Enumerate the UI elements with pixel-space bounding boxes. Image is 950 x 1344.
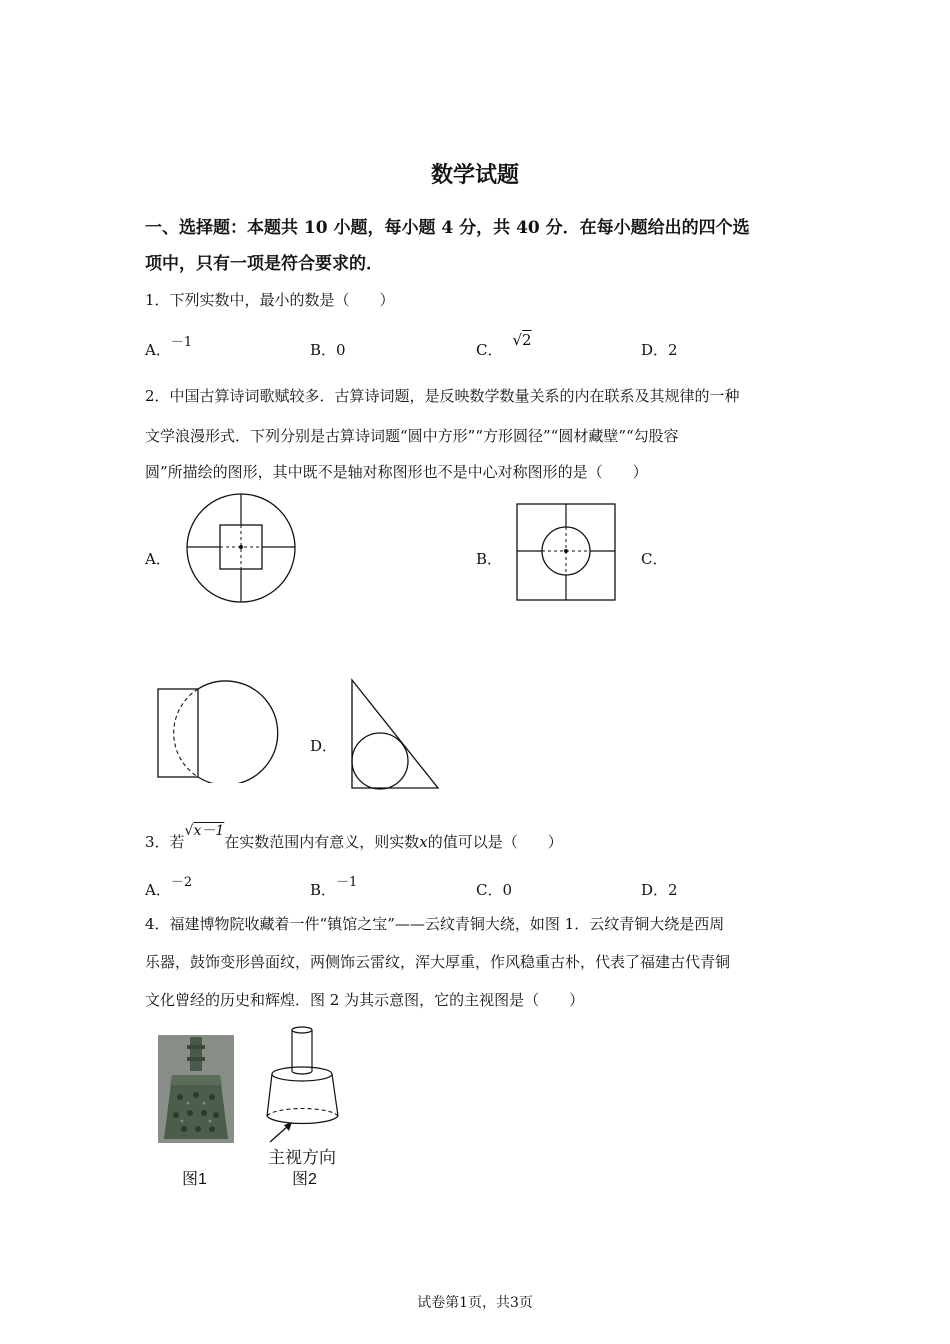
q3-var: x — [419, 833, 428, 851]
direction-label: 主视方向 — [268, 1148, 336, 1167]
q1-option-c[interactable] — [476, 331, 532, 360]
q2-option-c-label[interactable]: C． — [641, 550, 668, 568]
sqrt-icon: √2 — [512, 331, 532, 349]
q3-option-b[interactable] — [310, 875, 358, 900]
figure-square-with-circle — [515, 502, 619, 602]
q1-option-c-value: 2 — [522, 331, 532, 349]
q1-option-a-label: A． — [145, 341, 171, 359]
q2-option-d-label[interactable]: D． — [310, 737, 338, 755]
q3-option-b-value: －1 — [336, 875, 358, 890]
q3-option-a-label: A． — [145, 881, 171, 899]
figure-right-triangle-incircle — [350, 678, 442, 792]
q1-option-b-label: B． — [310, 341, 337, 359]
q3-option-c-value: 0 — [502, 881, 513, 899]
q3-prefix: 3．若 — [145, 833, 185, 851]
q1-option-b-value: 0 — [336, 341, 346, 359]
q1-stem: 1．下列实数中，最小的数是（ ） — [145, 291, 395, 309]
q1-option-a-value: －1 — [170, 335, 193, 350]
q3-radicand: x－1 — [193, 823, 225, 839]
page-title: 数学试题 — [430, 162, 519, 188]
q2-line2: 文学浪漫形式．下列分别是古算诗词题“圆中方形”“方形圆径”“圆材藏壁”“勾股容 — [145, 427, 679, 445]
q3-stem — [145, 823, 810, 859]
section-heading-line1: 一、选择题：本题共 10 小题，每小题 4 分，共 40 分．在每小题给出的四个选 — [145, 218, 750, 238]
q4-line3: 文化曾经的历史和辉煌．图 2 为其示意图，它的主视图是（ ） — [145, 991, 585, 1009]
q3-suffix: 在实数范围内有意义，则实数 — [224, 833, 420, 851]
q3-suffix2: 的值可以是（ ） — [427, 833, 563, 851]
page-footer: 试卷第1页，共3页 — [417, 1295, 533, 1311]
sqrt-icon: √x－1 — [184, 823, 225, 839]
q1-option-a[interactable] — [145, 335, 193, 360]
q1-option-d-value: 2 — [668, 341, 678, 359]
q3-option-d-label: D． — [641, 881, 669, 899]
q3-option-a[interactable] — [145, 875, 193, 900]
bell-schematic-diagram — [262, 1024, 352, 1149]
figure-circle-in-wall — [155, 678, 287, 783]
q1-option-d-label: D． — [641, 341, 669, 359]
q2-option-b-label[interactable]: B． — [476, 550, 503, 568]
q4-line1: 4．福建博物院收藏着一件“镇馆之宝”——云纹青铜大绕，如图 1．云纹青铜大绕是西周 — [145, 915, 725, 933]
q2-line3: 圆”所描绘的图形，其中既不是轴对称图形也不是中心对称图形的是（ ） — [145, 463, 648, 481]
q3-option-d[interactable] — [641, 879, 678, 900]
q1-option-b[interactable] — [310, 339, 346, 360]
bronze-bell-photo — [158, 1035, 234, 1143]
q2-option-a-label[interactable]: A． — [145, 550, 171, 568]
q2-line1: 2．中国古算诗词歌赋较多．古算诗词题，是反映数学数量关系的内在联系及其规律的一种 — [145, 387, 740, 405]
fig2-caption: 图2 — [292, 1171, 317, 1188]
q4-line2: 乐器，鼓饰变形兽面纹，两侧饰云雷纹，浑大厚重，作风稳重古朴，代表了福建古代青铜 — [145, 953, 731, 971]
section-heading-line2: 项中，只有一项是符合要求的． — [145, 254, 383, 274]
q3-option-c[interactable] — [476, 879, 512, 900]
q3-option-b-label: B． — [310, 881, 337, 899]
figure-circle-with-square — [185, 493, 300, 603]
q3-option-c-label: C． — [476, 881, 503, 899]
q3-option-d-value: 2 — [668, 881, 678, 899]
q1-option-c-label: C． — [476, 341, 503, 359]
q3-option-a-value: －2 — [170, 875, 193, 890]
fig1-caption: 图1 — [182, 1171, 207, 1188]
q1-option-d[interactable] — [641, 339, 678, 360]
